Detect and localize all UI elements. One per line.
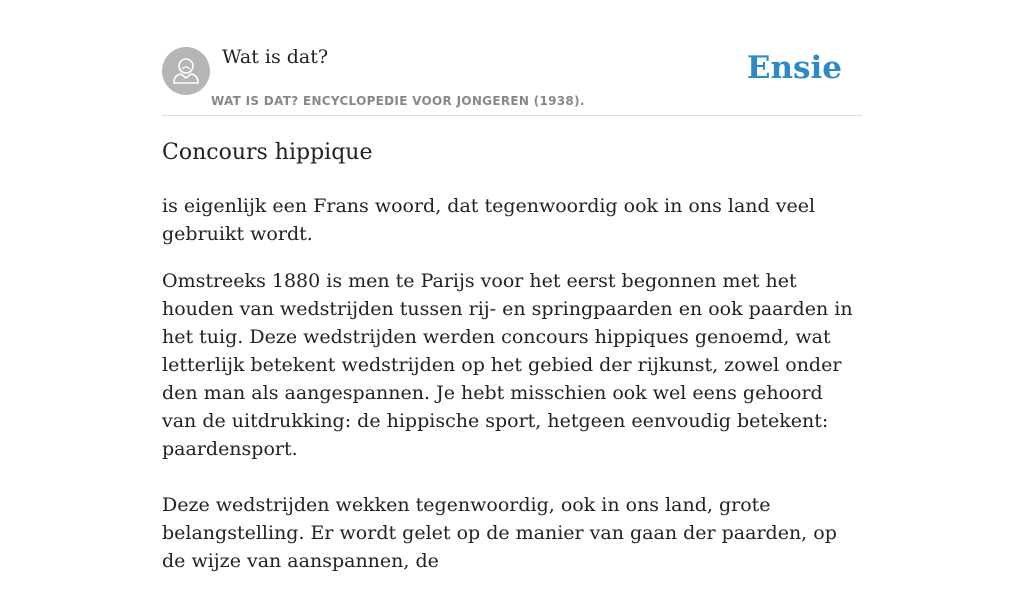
ensie-logo-link[interactable]: Ensie <box>746 50 842 86</box>
avatar[interactable] <box>162 47 210 95</box>
article-paragraph: is eigenlijk een Frans woord, dat tegenwoordig ook in ons land veel gebruikt wordt. <box>162 195 816 245</box>
article-paragraph: Omstreeks 1880 is men te Parijs voor het eerst begonnen met het houden van wedstrijden tussen rij- en springpaarden en ook paarden in het tuig. Deze wedstrijden werden concours hippiques genoemd, wat letterlijk betekent wedstrijden op het gebied der rijkunst, zowel onder den man als aangespannen. Je hebt misschien ook wel eens gehoord van de uitdrukking: de hippische sport, hetgeen eenvoudig betekent: paardensport. <box>162 270 853 460</box>
source-title-link[interactable]: Wat is dat? <box>222 46 329 68</box>
article-page <box>162 0 862 572</box>
article-body <box>162 192 862 594</box>
user-icon <box>162 47 210 95</box>
article-paragraph: Deze wedstrijden wekken tegenwoordig, ook in ons land, grote belangstelling. Er wordt gelet op de manier van gaan der paarden, op de wijze van aanspannen, de <box>162 494 837 572</box>
source-header <box>162 0 862 116</box>
article-title: Concours hippique <box>162 140 373 165</box>
source-subtitle: WAT IS DAT? ENCYCLOPEDIE VOOR JONGEREN (1938). <box>211 94 585 108</box>
